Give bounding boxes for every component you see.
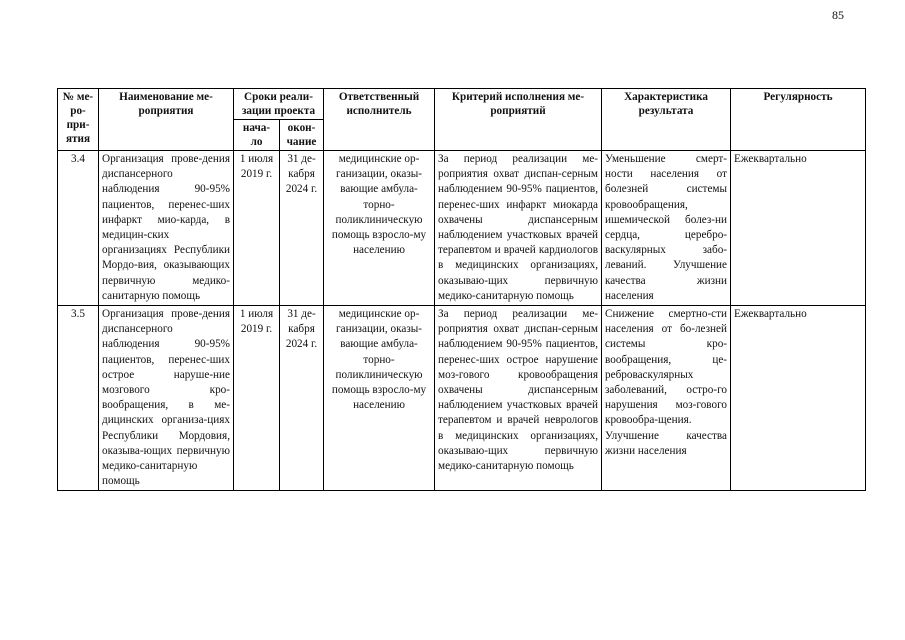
row-number: 3.4 — [58, 151, 99, 306]
table-row — [58, 151, 866, 306]
row-name: Организация прове-дения диспансерного наблюдения 90-95% пациентов, перенес-ших инфаркт мио-карда, в медицин-ских организациях Республики Мордо-вия, оказывающих первичную медико-санитарную помощь — [99, 151, 234, 306]
page-number: 85 — [832, 8, 844, 22]
row-criterion: За период реализации ме-роприятия охват диспан-серным наблюдением 90-95% пациентов, перенес-ших инфаркт миокарда охвачены диспансерным наблюдением участковых врачей терапевтом и врачей кардиологов в медицинских организациях, оказываю-щих первичную медико-санитарную помощь — [435, 151, 602, 306]
row-result: Уменьшение смерт-ности населения от болезней системы кровообращения, ишемической болез-ни сердца, церебро-васкулярных забо-леваний. Улучшение качества жизни населения — [602, 151, 731, 306]
header-terms: Сроки реали-зации проекта — [234, 89, 324, 120]
header-criterion: Критерий исполнения ме-роприятий — [435, 89, 602, 151]
row-regularity: Ежеквартально — [731, 306, 866, 491]
row-start: 1 июля 2019 г. — [234, 151, 280, 306]
activities-table — [57, 88, 866, 491]
header-number: № ме-ро-при-ятия — [58, 89, 99, 151]
header-row — [58, 89, 866, 120]
row-start: 1 июля 2019 г. — [234, 306, 280, 491]
row-criterion: За период реализации ме-роприятия охват диспан-серным наблюдением 90-95% пациентов, перенес-ших острое нарушение моз-гового кровообращения охвачены диспансерным наблюдением участковых врачей терапевтом и врачей неврологов в медицинских организациях, оказываю-щих первичную медико-санитарную помощь — [435, 306, 602, 491]
header-responsible: Ответственный исполнитель — [324, 89, 435, 151]
row-end: 31 де-кабря 2024 г. — [280, 306, 324, 491]
table-row — [58, 306, 866, 491]
header-regularity: Регулярность — [731, 89, 866, 151]
row-responsible: медицинские ор-ганизации, оказы-вающие амбула-торно-поликлиническую помощь взросло-му населению — [324, 151, 435, 306]
row-end: 31 де-кабря 2024 г. — [280, 151, 324, 306]
row-number: 3.5 — [58, 306, 99, 491]
header-result: Характеристика результата — [602, 89, 731, 151]
header-name: Наименование ме-роприятия — [99, 89, 234, 151]
row-name: Организация прове-дения диспансерного наблюдения 90-95% пациентов, перенес-ших острое наруше-ние мозгового кро-вообращения, в ме-дицинских организа-циях Республики Мордовия, оказыва-ющих первичную медико-санитарную помощь — [99, 306, 234, 491]
header-end: окон-чание — [280, 120, 324, 151]
header-start: нача-ло — [234, 120, 280, 151]
row-regularity: Ежеквартально — [731, 151, 866, 306]
row-result: Снижение смертно-сти населения от бо-лезней системы кро-вообращения, це-реброваскулярных заболеваний, остро-го нарушения моз-гового кровообра-щения. Улучшение качества жизни населения — [602, 306, 731, 491]
row-responsible: медицинские ор-ганизации, оказы-вающие амбула-торно-поликлиническую помощь взросло-му населению — [324, 306, 435, 491]
